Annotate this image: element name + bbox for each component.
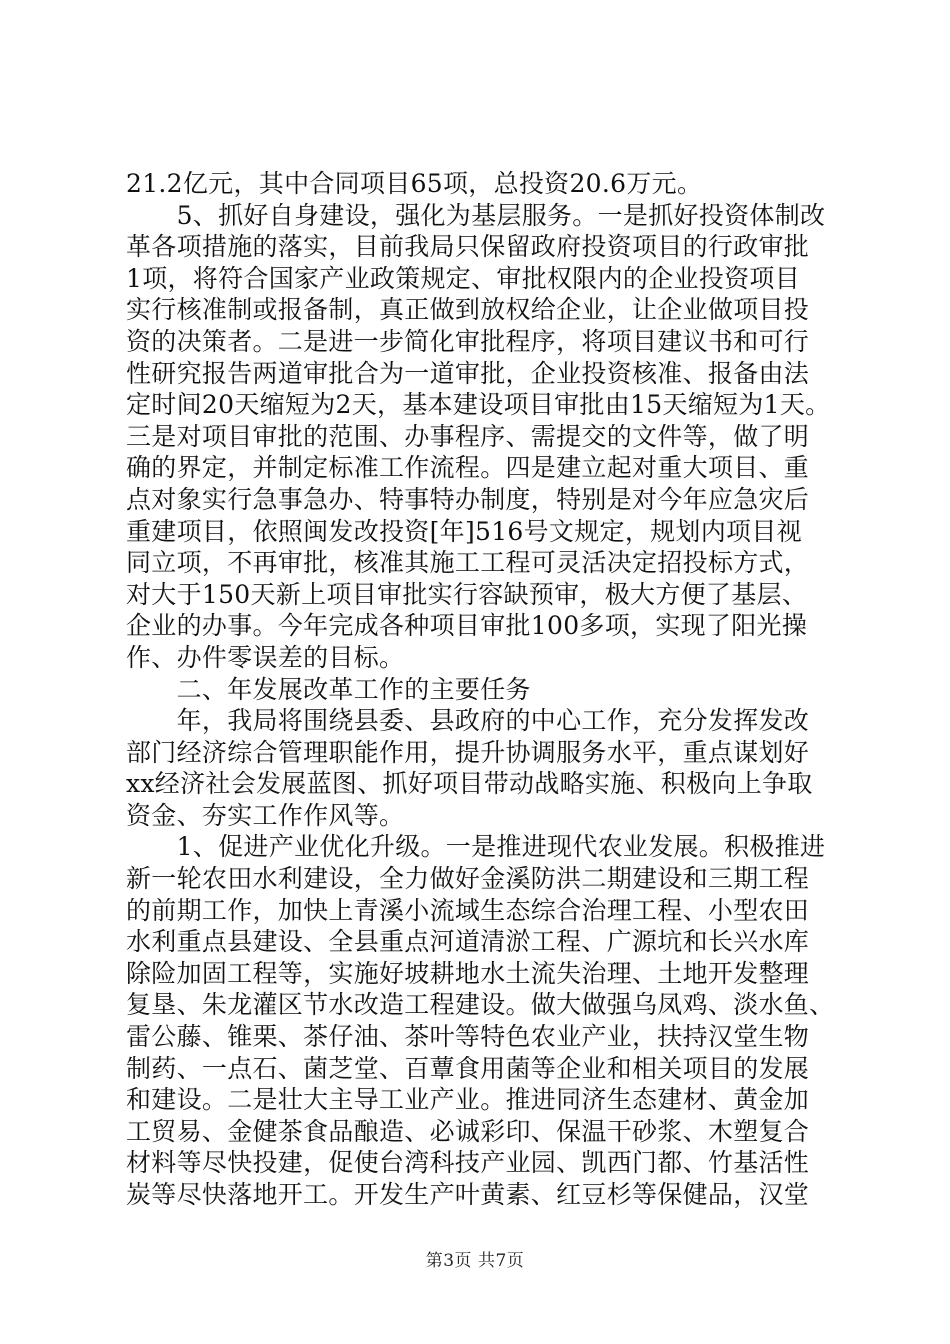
page-footer: 第3页 共7页 — [425, 1251, 525, 1271]
text-line: 革各项措施的落实，目前我局只保留政府投资项目的行政审批 — [126, 232, 810, 262]
text-line: 作、办件零误差的目标。 — [126, 642, 405, 672]
text-line: 除险加固工程等，实施好坡耕地水土流失治理、土地开发整理 — [126, 958, 810, 988]
text-line: 企业的办事。今年完成各种项目审批100多项，实现了阳光操 — [126, 611, 808, 641]
text-line: 1、促进产业优化升级。一是推进现代农业发展。积极推进 — [126, 832, 826, 862]
text-line: 水利重点县建设、全县重点河道清淤工程、广源坑和长兴水库 — [126, 927, 810, 957]
text-line: xx经济社会发展蓝图、抓好项目带动战略实施、积极向上争取 — [126, 769, 813, 799]
text-line: 对大于150天新上项目审批实行容缺预审，极大方便了基层、 — [126, 579, 808, 609]
text-line: 雷公藤、锥栗、茶仔油、茶叶等特色农业产业，扶持汉堂生物 — [126, 1022, 810, 1052]
text-line: 5、抓好自身建设，强化为基层服务。一是抓好投资体制改 — [126, 200, 826, 230]
text-line: 二、年发展改革工作的主要任务 — [126, 674, 531, 704]
text-line: 制药、一点石、菌芝堂、百蕈食用菌等企业和相关项目的发展 — [126, 1053, 810, 1083]
text-line: 材料等尽快投建，促使台湾科技产业园、凯西门都、竹基活性 — [126, 1148, 810, 1178]
text-line: 三是对项目审批的范围、办事程序、需提交的文件等，做了明 — [126, 421, 810, 451]
text-line: 复垦、朱龙灌区节水改造工程建设。做大做强乌凤鸡、淡水鱼、 — [126, 990, 835, 1020]
text-line: 重建项目，依照闽发改投资[年]516号文规定，规划内项目视 — [126, 516, 802, 546]
text-line: 年，我局将围绕县委、县政府的中心工作，充分发挥发改 — [126, 706, 810, 736]
text-line: 工贸易、金健茶食品酿造、必诚彩印、保温干砂浆、木塑复合 — [126, 1116, 810, 1146]
text-line: 确的界定，并制定标准工作流程。四是建立起对重大项目、重 — [126, 453, 810, 483]
text-line: 资金、夯实工作作风等。 — [126, 800, 405, 830]
text-line: 实行核准制或报备制，真正做到放权给企业，让企业做项目投 — [126, 295, 810, 325]
text-line: 性研究报告两道审批合为一道审批，企业投资核准、报备由法 — [126, 358, 810, 388]
text-line: 的前期工作，加快上青溪小流域生态综合治理工程、小型农田 — [126, 895, 810, 925]
text-line: 和建设。二是壮大主导工业产业。推进同济生态建材、黄金加 — [126, 1085, 810, 1115]
text-line: 1项，将符合国家产业政策规定、审批权限内的企业投资项目 — [126, 263, 801, 293]
document-body — [126, 168, 834, 1211]
text-line: 炭等尽快落地开工。开发生产叶黄素、红豆杉等保健品，汉堂 — [126, 1180, 810, 1209]
text-line: 部门经济综合管理职能作用，提升协调服务水平，重点谋划好 — [126, 737, 810, 767]
text-line: 资的决策者。二是进一步简化审批程序，将项目建议书和可行 — [126, 326, 810, 356]
text-line: 定时间20天缩短为2天，基本建设项目审批由15天缩短为1天。 — [126, 390, 831, 420]
text-line: 新一轮农田水利建设，全力做好金溪防洪二期建设和三期工程 — [126, 864, 810, 894]
text-line: 点对象实行急事急办、特事特办制度，特别是对今年应急灾后 — [126, 484, 810, 514]
text-line: 21.2亿元，其中合同项目65项，总投资20.6万元。 — [126, 169, 703, 198]
text-line: 同立项，不再审批，核准其施工工程可灵活决定招投标方式， — [126, 548, 810, 578]
